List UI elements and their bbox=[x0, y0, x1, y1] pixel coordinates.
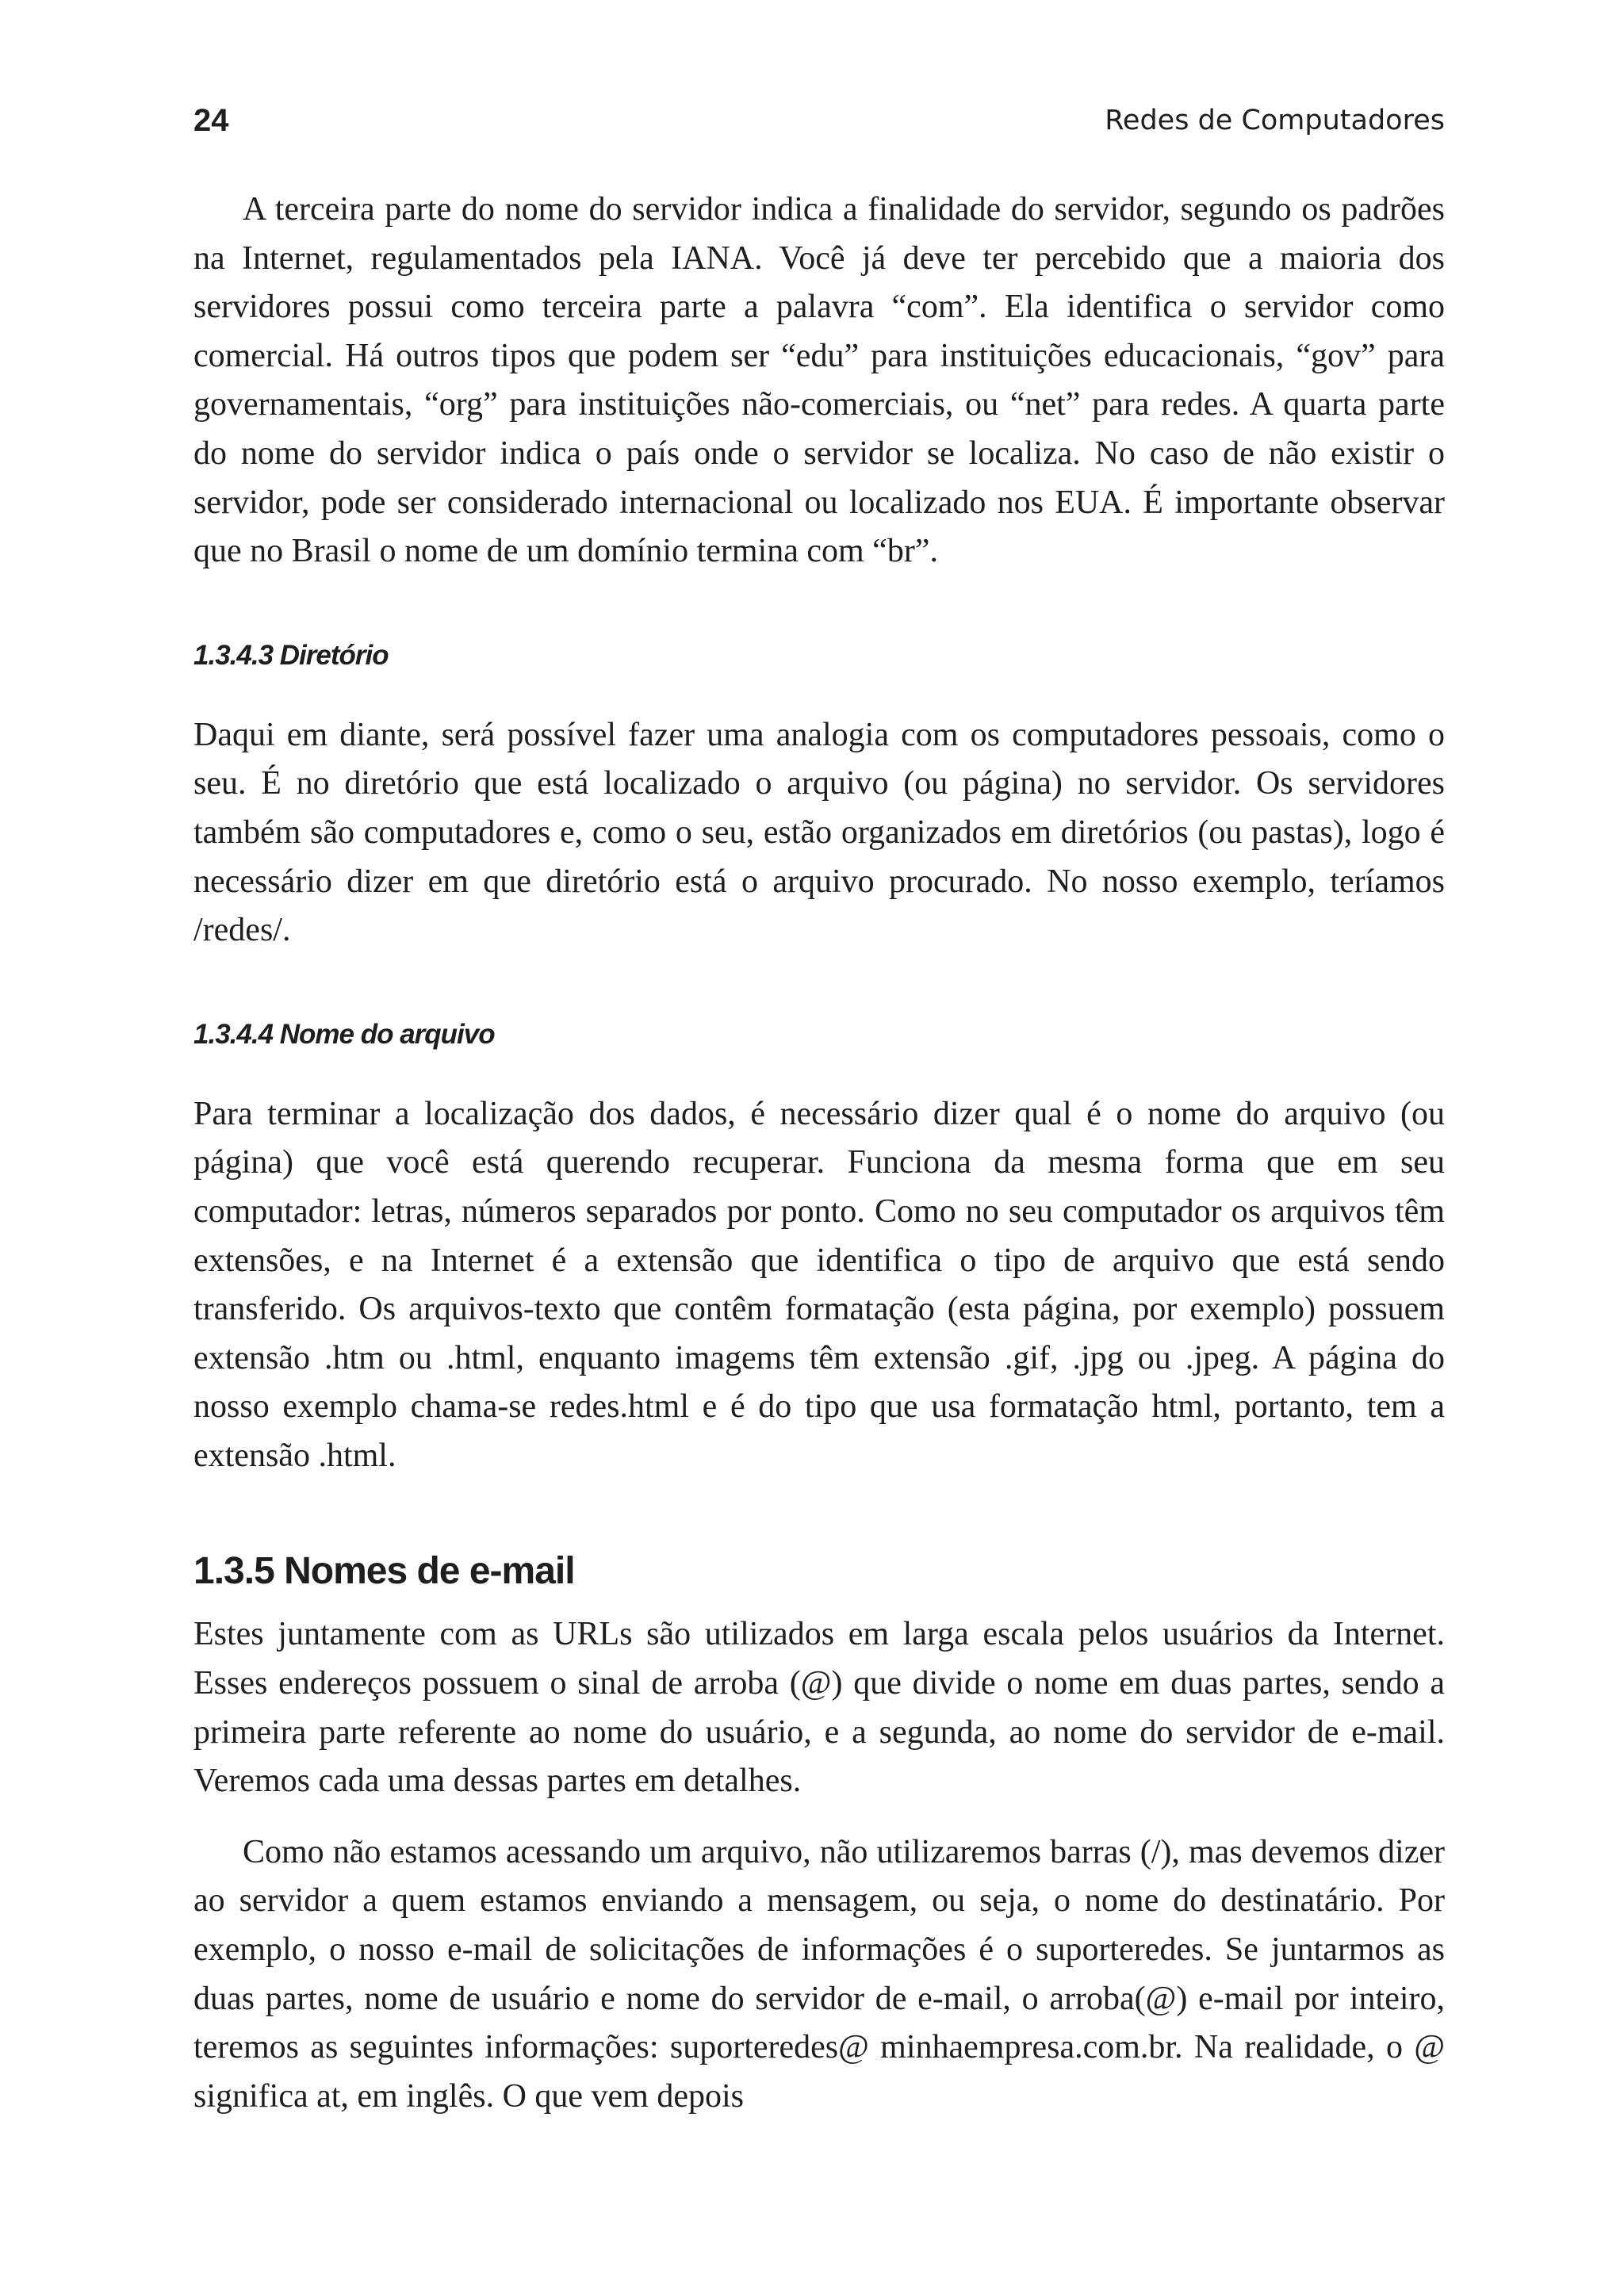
book-page bbox=[193, 0, 1445, 2293]
section-heading-directory: 1.3.4.3 Diretório bbox=[193, 639, 389, 671]
paragraph-email-details: Como não estamos acessando um arquivo, não utilizaremos barras (/), mas devemos dizer ao servidor a quem estamos enviando a mensagem, ou seja, o nome do destinatário. Por exemplo, o nosso e-mail de solicitações de informações é o suporteredes. Se juntarmos as duas partes, nome de usuário e nome do servidor de e-mail, o arroba(@) e-mail por inteiro, teremos as seguintes informações: suporteredes@ minhaempresa.com.br. Na realidade, o @ significa at, em inglês. O que vem depois bbox=[193, 1833, 1445, 2115]
page-header bbox=[193, 97, 1445, 144]
section-heading-file-name: 1.3.4.4 Nome do arquivo bbox=[193, 1018, 495, 1050]
page-body bbox=[193, 186, 1445, 2121]
page-number: 24 bbox=[193, 103, 229, 138]
running-title: Redes de Computadores bbox=[1105, 105, 1445, 136]
paragraph-file-name: Para terminar a localização dos dados, é necessário dizer qual é o nome do arquivo (ou página) que você está querendo recuperar. Funciona da mesma forma que em seu computador: letras, números separados por ponto. Como no seu computador os arquivos têm extensões, e na Internet é a extensão que identifica o tipo de arquivo que está sendo transferido. Os arquivos-texto que contêm formatação (esta página, por exemplo) possuem extensão .htm ou .html, enquanto imagems têm extensão .gif, .jpg ou .jpeg. A página do nosso exemplo chama-se redes.html e é do tipo que usa formatação html, portanto, tem a extensão .html. bbox=[193, 1095, 1445, 1474]
section-heading-email-names: 1.3.5 Nomes de e-mail bbox=[193, 1550, 575, 1593]
paragraph-directory: Daqui em diante, será possível fazer uma analogia com os computadores pessoais, como o seu. É no diretório que está localizado o arquivo (ou página) no servidor. Os servidores também são computadores e, como o seu, estão organizados em diretórios (ou pastas), logo é necessário dizer em que diretório está o arquivo procurado. No nosso exemplo, teríamos /redes/. bbox=[193, 716, 1445, 949]
paragraph-server-name-purpose: A terceira parte do nome do servidor indica a finalidade do servidor, segundo os padrões na Internet, regulamentados pela IANA. Você já deve ter percebido que a maioria dos servidores possui como terceira parte a palavra “com”. Ela identifica o servidor como comercial. Há outros tipos que podem ser “edu” para instituições educacionais, “gov” para governamentais, “org” para instituições não-comerciais, ou “net” para redes. A quarta parte do nome do servidor indica o país onde o servidor se localiza. No caso de não existir o servidor, pode ser considerado internacional ou localizado nos EUA. É importante observar que no Brasil o nome de um domínio termina com “br”. bbox=[193, 191, 1445, 570]
paragraph-email-intro: Estes juntamente com as URLs são utilizados em larga escala pelos usuários da Internet. Esses endereços possuem o sinal de arroba (@) que divide o nome em duas partes, sendo a primeira parte referente ao nome do usuário, e a segunda, ao nome do servidor de e-mail. Veremos cada uma dessas partes em detalhes. bbox=[193, 1616, 1445, 1800]
